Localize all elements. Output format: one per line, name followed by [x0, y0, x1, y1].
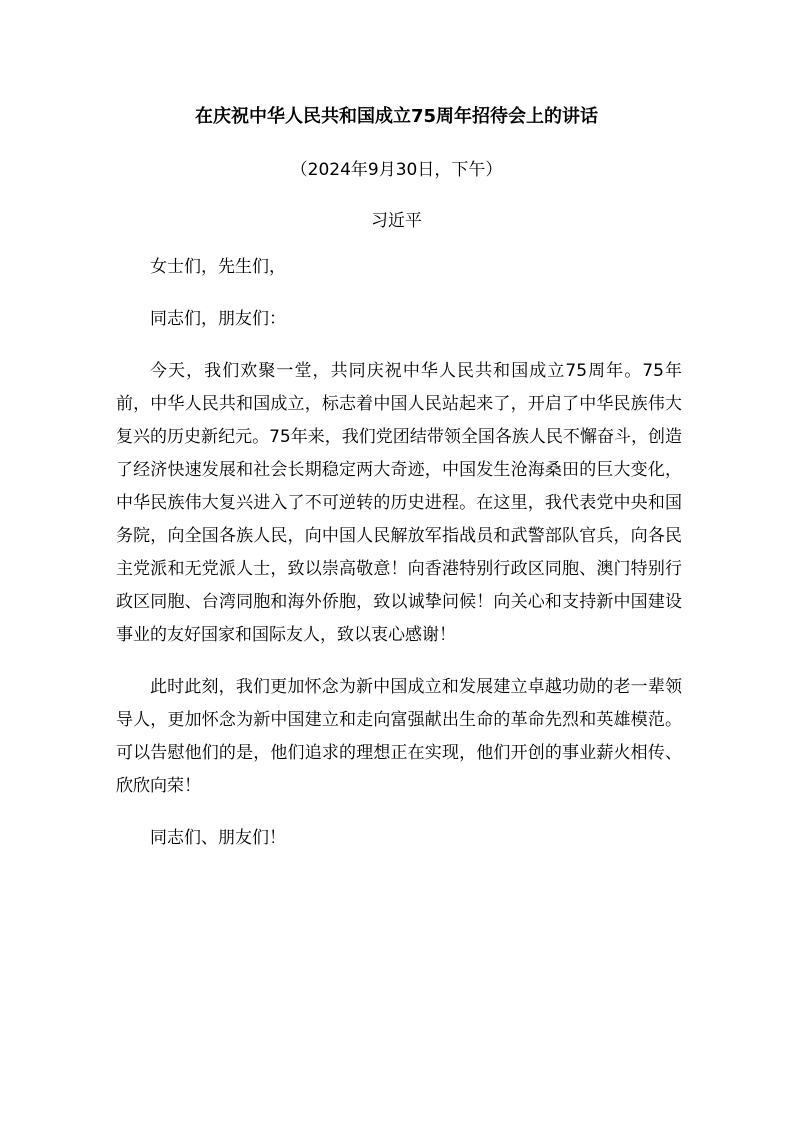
document-author: 习近平 — [371, 211, 422, 231]
salutation-paragraph: 同志们、朋友们！ — [150, 828, 286, 848]
body-paragraph: 此时此刻，我们更加怀念为新中国成立和发展建立卓越功勋的老一辈领导人，更加怀念为新中国建立和走向富强献出生命的革命先烈和英雄模范。可以告慰他们的是，他们追求的理想正在实现，他们开创的事业薪火相传、欣欣向荣！ — [116, 677, 682, 796]
salutation-paragraph: 女士们，先生们， — [150, 257, 286, 277]
salutation-paragraph: 同志们，朋友们： — [150, 309, 286, 329]
document-body — [116, 251, 682, 874]
document-date: （2024年9月30日，下午） — [290, 160, 503, 180]
body-paragraph: 今天，我们欢聚一堂，共同庆祝中华人民共和国成立75周年。75年前，中华人民共和国成立，标志着中国人民站起来了，开启了中华民族伟大复兴的历史新纪元。75年来，我们党团结带领全国各族人民不懈奋斗，创造了经济快速发展和社会长期稳定两大奇迹，中国发生沧海桑田的巨大变化，中华民族伟大复兴进入了不可逆转的历史进程。在这里，我代表党中央和国务院，向全国各族人民，向中国人民解放军指战员和武警部队官兵，向各民主党派和无党派人士，致以崇高敬意！向香港特别行政区同胞、澳门特别行政区同胞、台湾同胞和海外侨胞，致以诚挚问候！向关心和支持新中国建设事业的友好国家和国际友人，致以衷心感谢！ — [116, 361, 682, 645]
document-title: 在庆祝中华人民共和国成立75周年招待会上的讲话 — [194, 106, 599, 127]
